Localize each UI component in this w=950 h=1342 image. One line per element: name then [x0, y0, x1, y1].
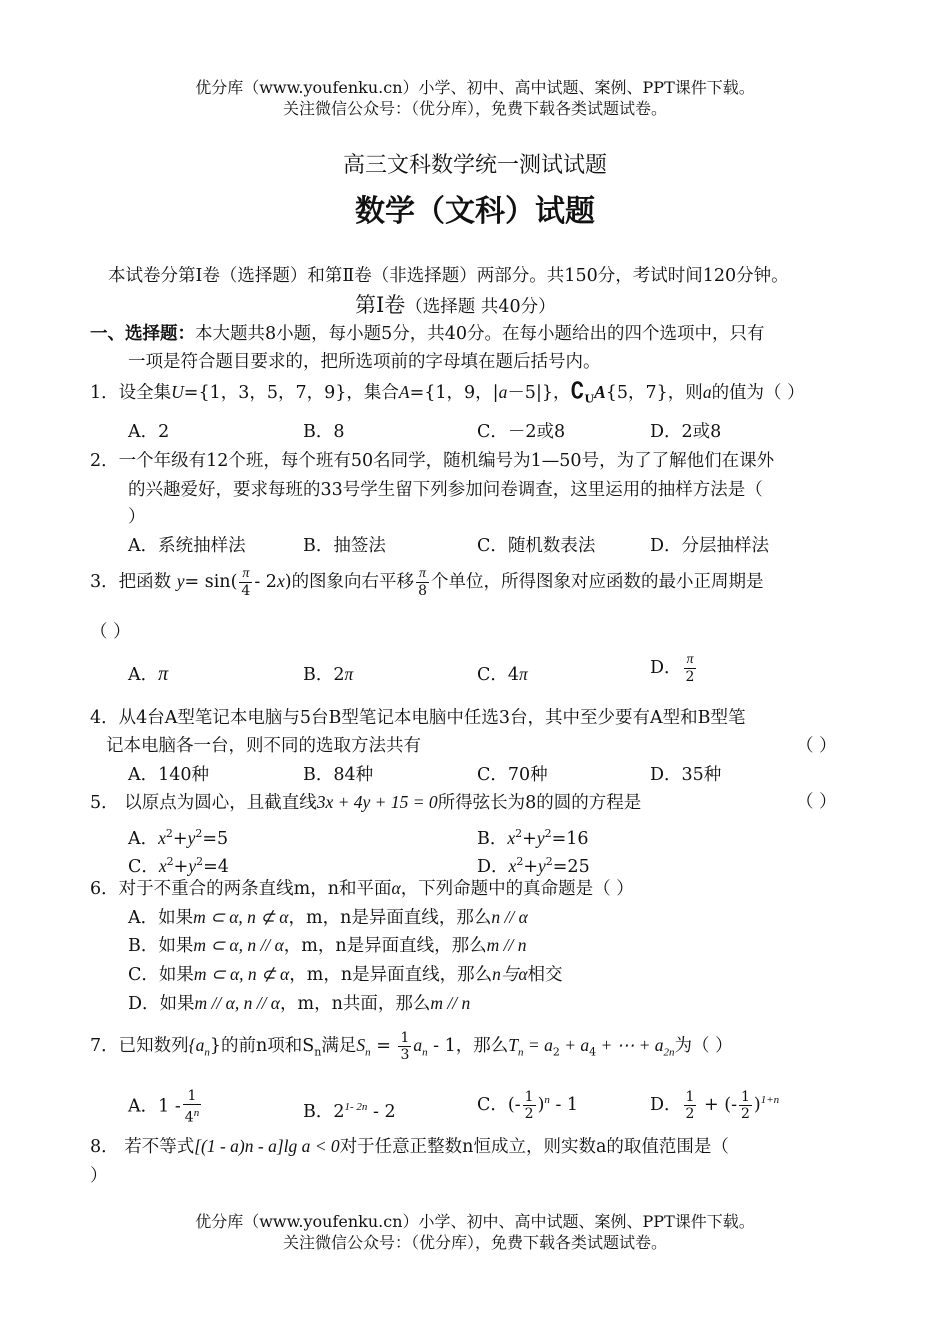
frac-den: 8 [418, 583, 427, 599]
sup: n [544, 1094, 550, 1106]
q6-text-b: ，下列命题中的真命题是（ ） [400, 879, 634, 899]
q5-option-c: C．$x^2+y^2=4$ [128, 855, 229, 877]
sub: n [422, 1046, 428, 1059]
q7-seq-end: } [209, 1036, 222, 1056]
q1-text-a: 1．设全集 [90, 383, 172, 403]
q2-option-c: C．随机数表法 [477, 536, 596, 556]
q1-var-a2: a [498, 382, 508, 402]
opt-condition: m ⊂ α, n ⊄ α [193, 964, 290, 984]
opt-label: D． [650, 1094, 682, 1115]
q5-option-d: D．$x^2+y^2=25$ [477, 855, 590, 877]
q3-frac-pi-4 [239, 566, 252, 599]
frac-num: π [239, 566, 252, 583]
opt-expr: 1 - [158, 1096, 181, 1117]
q1-text-k: {5，7}，则 [605, 383, 703, 403]
q1-text-m: 的值为（ ） [711, 383, 805, 403]
q3-sin: = sin( [184, 572, 238, 592]
opt-text: ，m，n是异面直线，那么 [289, 965, 493, 985]
opt-text: ，m，n共面，那么 [280, 994, 431, 1014]
q7-option-d [650, 1088, 779, 1122]
opt-conclusion: n // α [491, 907, 528, 927]
q4-answer-paren: （ ） [796, 736, 837, 756]
q3-option-d [650, 652, 698, 685]
q6-option-d [128, 991, 470, 1016]
opt-label: C．4 [477, 665, 520, 685]
opt-label: B．2 [303, 665, 345, 685]
frac-num: 1 [740, 1088, 750, 1105]
q4-option-d: D．35种 [650, 765, 722, 785]
q7-text-c: 满足 [321, 1036, 357, 1056]
section-note: （选择题 共40分） [405, 297, 556, 317]
question-2-line-3: ） [128, 507, 146, 527]
opt-label: C． [128, 856, 159, 877]
q7-seq: {a [188, 1035, 205, 1055]
question-2-line-2: 的兴趣爱好，要求每班的33号学生留下列参加问卷调查，这里运用的抽样方法是（ [128, 480, 763, 500]
opt-condition: m ⊂ α, n // α [193, 935, 284, 955]
sub: 2 [552, 1045, 560, 1059]
opt-label: D． [650, 658, 682, 678]
footer-line-1: 优分库（www.youfenku.cn）小学、初中、高中试题、案例、PPT课件下载。 [195, 1212, 755, 1231]
opt-condition: m ⊂ α, n ⊄ α [193, 907, 289, 927]
q7-sum: = a [523, 1035, 553, 1055]
q1-var-a: A [398, 382, 410, 402]
opt-text-end: 相交 [527, 965, 563, 985]
intro-text: 本试卷分第Ⅰ卷（选择题）和第Ⅱ卷（非选择题）两部分。共150分，考试时间120分钟。 [108, 266, 789, 286]
opt-value: =16 [551, 828, 589, 849]
q7-text-b: 的前n项和S [221, 1036, 315, 1056]
q1-text-c: ={1，3，5，7，9}，集合 [183, 383, 399, 403]
footer-line-2: 关注微信公众号：（优分库），免费下载各类试题试卷。 [282, 1233, 667, 1252]
q7-minus-1: - 1 [427, 1036, 456, 1056]
q7-text-a: 7．已知数列 [90, 1036, 189, 1056]
opt-value: =5 [202, 828, 229, 849]
q3-text-c: 个单位，所得图象对应函数的最小正周期是 [430, 572, 764, 592]
sup: 1+n [760, 1094, 780, 1106]
q4-option-a: A．140种 [128, 765, 210, 785]
complement-symbol: ∁ [570, 378, 585, 404]
q6-text-a: 6．对于不重合的两条直线m，n和平面 [90, 879, 392, 899]
sub: n [314, 1045, 322, 1059]
opt-text: ，m，n是异面直线，那么 [283, 936, 487, 956]
header-line-2: 关注微信公众号：（优分库），免费下载各类试题试卷。 [282, 99, 667, 118]
frac-num: π [684, 652, 697, 669]
opt-label: A．如果 [128, 908, 194, 928]
opt-label: B．如果 [128, 936, 194, 956]
q1-option-a: A．2 [128, 422, 170, 442]
sub: n [365, 1046, 371, 1059]
subtitle: 高三文科数学统一测试试题 [342, 153, 607, 178]
q2-option-b: B．抽签法 [303, 536, 386, 556]
q3-var-x: x [276, 571, 285, 591]
q5-option-a: A．$x^2+y^2=5$ [128, 827, 229, 849]
frac-num: 1 [400, 1030, 410, 1046]
q3-frac-pi-8 [416, 566, 429, 599]
q5-option-b: B．$x^2+y^2=16$ [477, 827, 589, 849]
opt-value: =25 [552, 856, 590, 877]
opt-frac [684, 1089, 697, 1122]
q2-option-d: D．分层抽样法 [650, 536, 770, 556]
q3-text-a: 3．把函数 [90, 572, 172, 592]
opt-label: C． [477, 1094, 508, 1115]
frac-num: 1 [183, 1088, 201, 1105]
q3-paren: ) [284, 572, 292, 592]
opt-value: =4 [203, 856, 229, 877]
instructions-desc-1: 本大题共8小题，每小题5分，共40分。在每小题给出的四个选项中，只有 [195, 324, 765, 344]
question-7 [90, 1030, 733, 1065]
q3-var-y: y [176, 571, 185, 591]
q6-option-a [128, 905, 528, 930]
frac-den: 2 [524, 1105, 534, 1122]
q7-S: S [356, 1035, 366, 1055]
frac-num: 1 [524, 1088, 534, 1105]
frac-den [183, 1105, 201, 1126]
pi-symbol: π [344, 664, 354, 684]
q1-option-b: B．8 [303, 422, 345, 442]
q3-option-a [128, 662, 168, 687]
q5-text-a: 5． 以原点为圆心，且截直线 [90, 793, 317, 813]
question-4-line-2: 记本电脑各一台，则不同的选取方法共有 [106, 736, 421, 756]
pi-symbol: π [519, 664, 528, 684]
q7-dots: + ⋯ + a [596, 1035, 664, 1055]
opt-label: C．如果 [128, 965, 194, 985]
section-heading [355, 293, 556, 319]
q1-var-a3: a [702, 382, 712, 402]
q8-inequality: [(1 - a)n - a]lg a < 0 [194, 1136, 340, 1156]
q5-answer-paren: （ ） [796, 792, 837, 812]
complement-set: A [594, 382, 606, 402]
q3-answer-paren: （ ） [90, 622, 131, 642]
question-1 [90, 379, 805, 412]
opt-expr: - 1 [549, 1094, 579, 1115]
frac-den: 4 [241, 583, 251, 599]
opt-label: A． [128, 665, 159, 685]
q7-plus-a4: + a [559, 1035, 590, 1055]
sub: n [204, 1046, 210, 1059]
q5-line-equation: 3x + 4y + 15 = 0 [316, 792, 438, 812]
opt-label: B． [477, 828, 508, 849]
opt-label: B． [303, 1101, 334, 1122]
opt-frac [523, 1089, 536, 1122]
q3-option-c [477, 662, 528, 687]
frac-den: 3 [400, 1047, 410, 1063]
opt-expr: + (- [698, 1094, 737, 1115]
q7-a: a [413, 1035, 423, 1055]
opt-expr: ) [753, 1094, 761, 1115]
q1-option-c: C．－2或8 [477, 422, 566, 442]
opt-conclusion: n与α [492, 964, 528, 984]
sub: 4 [589, 1045, 597, 1059]
q4-option-b: B．84种 [303, 765, 374, 785]
opt-label: D． [477, 856, 509, 877]
instructions-line-2: 一项是符合题目要求的，把所选项前的字母填在题后括号内。 [128, 352, 601, 372]
frac-den: 2 [685, 669, 695, 685]
frac-den: 2 [685, 1105, 695, 1122]
opt-text: ，m，n是异面直线，那么 [288, 908, 492, 928]
frac-num: π [416, 566, 429, 583]
sub: 2n [663, 1046, 675, 1059]
opt-base: 2 [333, 1101, 345, 1122]
opt-label: A． [128, 1096, 159, 1117]
pi-symbol: π [158, 663, 169, 685]
opt-frac [739, 1089, 752, 1122]
q7-frac-1-3 [398, 1030, 411, 1063]
sup: n [193, 1107, 200, 1119]
q7-option-a [128, 1088, 203, 1126]
question-3 [90, 566, 763, 599]
q7-option-b [303, 1095, 396, 1124]
q5-text-b: 所得弦长为8的圆的方程是 [437, 793, 642, 813]
page-title: 数学（文科）试题 [355, 194, 595, 229]
frac-num: 1 [685, 1088, 695, 1105]
frac-den: 2 [740, 1105, 750, 1122]
opt-conclusion: m // n [430, 993, 471, 1013]
q1-text-g: －5|}， [507, 383, 571, 403]
question-5 [90, 790, 641, 815]
complement-sub: U [584, 392, 595, 406]
q6-alpha: α [391, 878, 401, 898]
question-2-line-1: 2．一个年级有12个班，每个班有50名同学，随机编号为1—50号，为了了解他们在课外 [90, 451, 775, 471]
q1-var-u: U [171, 382, 184, 402]
section-label: 第Ⅰ卷 [355, 293, 406, 317]
q1-option-d: D．2或8 [650, 422, 722, 442]
q7-text-e: 为（ ） [674, 1036, 733, 1056]
opt-expr: - 2 [367, 1101, 396, 1122]
q7-text-d: ，那么 [455, 1036, 509, 1056]
instructions-heading: 一、选择题： [90, 324, 195, 344]
instructions-line-1 [90, 322, 765, 346]
opt-expr: ) [537, 1094, 545, 1115]
q4-option-c: C．70种 [477, 765, 548, 785]
question-8 [90, 1134, 729, 1159]
q3-minus: - 2 [254, 572, 277, 592]
q7-option-c [477, 1088, 578, 1122]
frac-den-base: 4 [184, 1109, 194, 1126]
opt-label: A． [128, 828, 159, 849]
q7-eq: = [370, 1036, 397, 1056]
q3-option-b [303, 662, 353, 687]
opt-conclusion: m // n [486, 935, 527, 955]
opt-frac [183, 1088, 201, 1126]
question-8-line-2: ） [90, 1166, 108, 1186]
question-6 [90, 876, 634, 901]
opt-expr: (- [507, 1094, 521, 1115]
opt-condition: m // α, n // α [194, 993, 280, 1013]
q7-T: T [508, 1035, 519, 1055]
sub: n [518, 1046, 524, 1059]
q8-text-a: 8． 若不等式 [90, 1137, 195, 1157]
q1-text-e: ={1，9，| [409, 383, 499, 403]
header-line-1: 优分库（www.youfenku.cn）小学、初中、高中试题、案例、PPT课件下载。 [195, 78, 755, 97]
q2-option-a: A．系统抽样法 [128, 536, 246, 556]
q3-frac-pi-2 [684, 652, 697, 685]
opt-label: D．如果 [128, 994, 195, 1014]
q3-text-b: 的图象向右平移 [291, 572, 415, 592]
sup: 1- 2n [344, 1101, 368, 1113]
question-4-line-1: 4．从4台A型笔记本电脑与5台B型笔记本电脑中任选3台，其中至少要有A型和B型笔 [90, 708, 746, 728]
q6-option-b [128, 933, 527, 958]
q6-option-c [128, 962, 563, 987]
q8-text-b: 对于任意正整数n恒成立，则实数a的取值范围是（ [339, 1137, 729, 1157]
